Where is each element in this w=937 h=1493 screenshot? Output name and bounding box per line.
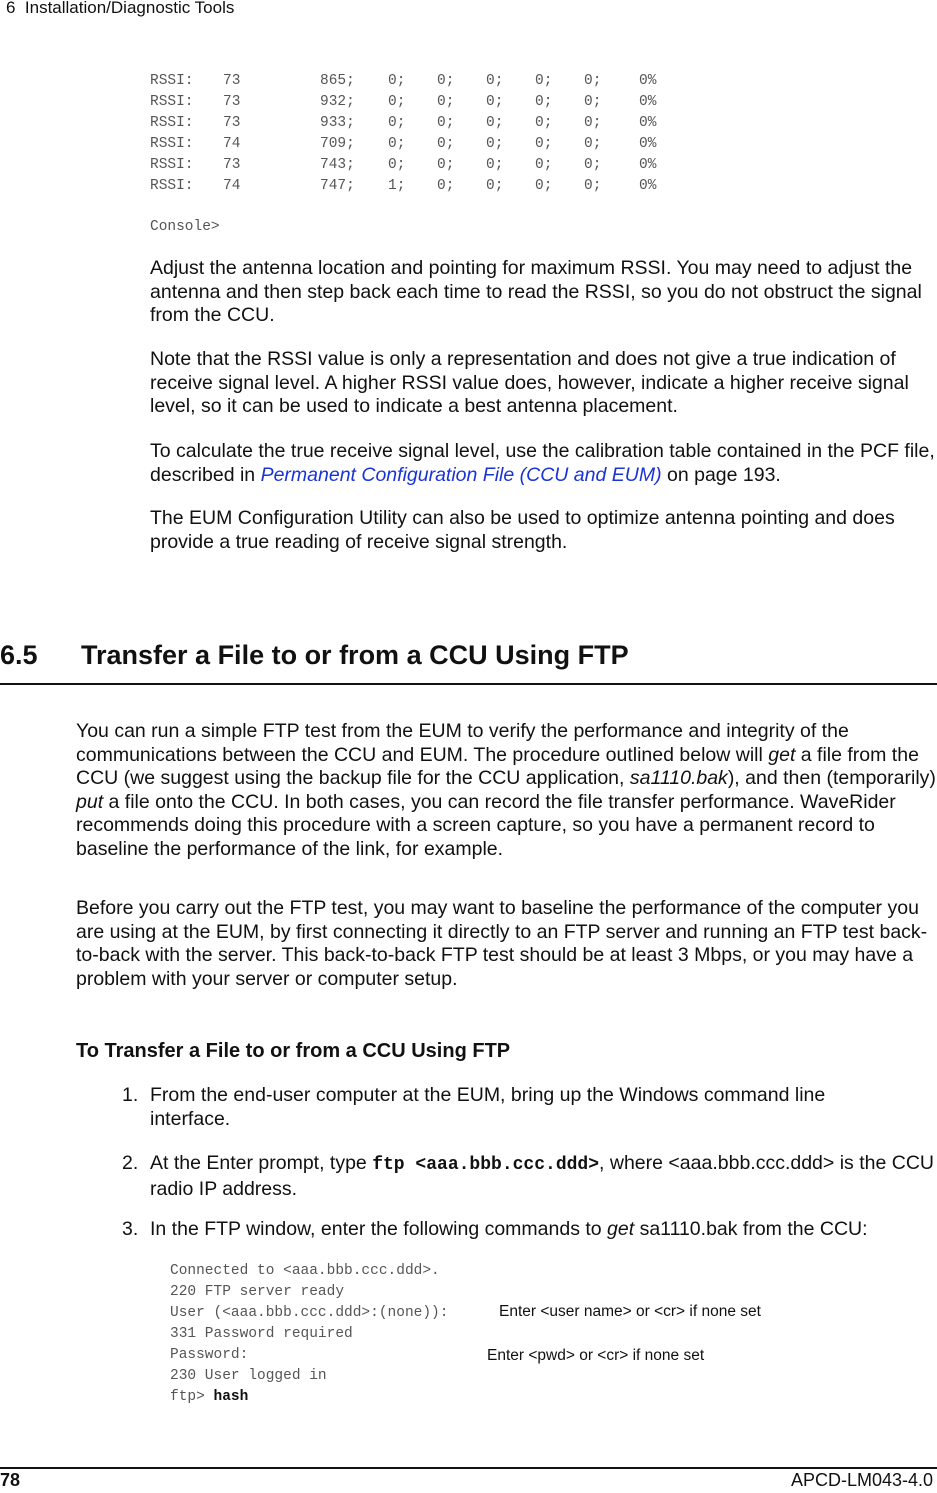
rssi-cell: 0; xyxy=(584,178,602,194)
rssi-cell: 74 xyxy=(223,136,241,152)
procedure-heading: To Transfer a File to or from a CCU Using FTP xyxy=(76,1040,511,1062)
rssi-cell: 0; xyxy=(584,94,602,110)
rssi-cell: 0; xyxy=(584,73,602,89)
step-3-before: In the FTP window, enter the following commands to xyxy=(150,1218,608,1240)
ftp-prompt: ftp> xyxy=(170,1389,214,1405)
rssi-cell: 865; xyxy=(320,73,355,89)
rssi-cell: 743; xyxy=(320,157,355,173)
ftp-line-connected: Connected to <aaa.bbb.ccc.ddd>. xyxy=(170,1263,440,1279)
intro-text-3: ), and then (temporarily) xyxy=(727,767,936,789)
ftp-line-logged-in: 230 User logged in xyxy=(170,1368,327,1384)
rssi-cell: RSSI: xyxy=(150,157,194,173)
rssi-cell: 0% xyxy=(639,157,657,173)
rssi-cell: 0; xyxy=(437,136,455,152)
rssi-cell: 0; xyxy=(535,115,553,131)
ftp-line-prompt xyxy=(170,1389,248,1405)
rssi-cell: 0; xyxy=(535,73,553,89)
rssi-cell: 747; xyxy=(320,178,355,194)
rssi-cell: 0; xyxy=(535,94,553,110)
step-2-before: At the Enter prompt, type xyxy=(150,1152,373,1174)
rssi-cell: RSSI: xyxy=(150,178,194,194)
section-number: 6.5 xyxy=(0,640,38,670)
intro-text-4: a file onto the CCU. In both cases, you can record the file transfer performance. WaveRider recommends doing this procedure with a screen capture, so you have a permanent record to baseline the performance of the link, for example. xyxy=(76,790,896,860)
rssi-cell: 0; xyxy=(584,115,602,131)
rssi-cell: 0% xyxy=(639,178,657,194)
rssi-cell: 0; xyxy=(388,115,406,131)
step-2-number: 2. xyxy=(122,1152,139,1174)
ftp-password-note: Enter <pwd> or <cr> if none set xyxy=(487,1347,705,1364)
step-2-text xyxy=(150,1152,937,1201)
rssi-cell: 73 xyxy=(223,94,241,110)
step-3-after: sa1110.bak from the CCU: xyxy=(634,1218,868,1240)
rssi-cell: 0; xyxy=(535,136,553,152)
rssi-cell: 0; xyxy=(584,136,602,152)
ftp-line-server-ready: 220 FTP server ready xyxy=(170,1284,345,1300)
rssi-cell: RSSI: xyxy=(150,73,194,89)
intro-filename: sa1110.bak xyxy=(629,767,728,789)
rssi-cell: 0% xyxy=(639,73,657,89)
rssi-cell: 0; xyxy=(584,157,602,173)
ftp-line-password-required: 331 Password required xyxy=(170,1326,353,1342)
rssi-cell: 0; xyxy=(486,178,504,194)
rssi-cell: 0; xyxy=(535,178,553,194)
rssi-cell: 0; xyxy=(486,157,504,173)
step-3-text xyxy=(150,1218,937,1242)
rssi-cell: 1; xyxy=(388,178,406,194)
step-2-after: , where <aaa.bbb.ccc.ddd> is the CCU radio IP address. xyxy=(150,1152,934,1200)
pcf-link[interactable]: Permanent Configuration File (CCU and EUM) xyxy=(260,463,662,486)
paragraph-adjust-antenna: Adjust the antenna location and pointing for maximum RSSI. You may need to adjust the antenna and then step back each time to read the RSSI, so you do not obstruct the signal from the CCU. xyxy=(150,257,922,326)
ftp-line-user: User (<aaa.bbb.ccc.ddd>:(none)): xyxy=(170,1305,449,1321)
rssi-cell: 0; xyxy=(437,73,455,89)
intro-text-2: a file from the CCU (we suggest using the backup file for the CCU application, xyxy=(76,743,919,789)
rssi-cell: 0; xyxy=(486,136,504,152)
calibration-text: To calculate the true receive signal level, use the calibration table contained in the PCF file, described in xyxy=(150,440,935,486)
paragraph-ftp-intro xyxy=(76,720,937,861)
rssi-cell: 74 xyxy=(223,178,241,194)
rssi-cell: 73 xyxy=(223,115,241,131)
rssi-cell: 0% xyxy=(639,136,657,152)
rssi-cell: 73 xyxy=(223,157,241,173)
paragraph-eum-utility: The EUM Configuration Utility can also be used to optimize antenna pointing and does provide a true reading of receive signal strength. xyxy=(150,507,895,553)
rssi-cell: RSSI: xyxy=(150,94,194,110)
rssi-cell: 0; xyxy=(388,136,406,152)
paragraph-calibration xyxy=(150,440,937,487)
rssi-cell: 0; xyxy=(437,157,455,173)
rssi-cell: 0; xyxy=(437,115,455,131)
rssi-cell: 0; xyxy=(437,94,455,110)
step-1-number: 1. xyxy=(122,1084,139,1106)
section-heading xyxy=(0,640,629,733)
rssi-cell: 0% xyxy=(639,94,657,110)
section-title: Transfer a File to or from a CCU Using FTP xyxy=(81,640,629,670)
intro-text-1: You can run a simple FTP test from the EUM to verify the performance and integrity of the communications between the CCU and EUM. The procedure outlined below will xyxy=(76,720,849,766)
rssi-cell: 0; xyxy=(388,157,406,173)
rssi-cell: 933; xyxy=(320,115,355,131)
rssi-cell: 0; xyxy=(535,157,553,173)
document-id: APCD-LM043-4.0 xyxy=(790,1470,933,1490)
rssi-cell: 0; xyxy=(486,73,504,89)
rssi-cell: 73 xyxy=(223,73,241,89)
intro-get: get xyxy=(768,743,796,766)
paragraph-ftp-baseline: Before you carry out the FTP test, you may want to baseline the performance of the computer you are using at the EUM, by first connecting it directly to an FTP server and running an FTP test back-to-back with the server. This back-to-back FTP test should be at least 3 Mbps, or you may have a problem with your server or computer setup. xyxy=(76,897,928,990)
rssi-cell: 0% xyxy=(639,115,657,131)
calibration-text-end: on page 193. xyxy=(661,463,781,486)
ftp-line-password: Password: xyxy=(170,1347,249,1363)
rssi-cell: 0; xyxy=(388,94,406,110)
page-number: 78 xyxy=(0,1470,21,1490)
rssi-cell: 0; xyxy=(437,178,455,194)
ftp-user-note: Enter <user name> or <cr> if none set xyxy=(499,1303,761,1320)
rssi-cell: 0; xyxy=(388,73,406,89)
ftp-hash-command: hash xyxy=(213,1389,249,1405)
footer-rule xyxy=(0,1467,937,1469)
section-rule xyxy=(0,683,937,685)
rssi-cell: RSSI: xyxy=(150,136,194,152)
rssi-cell: 0; xyxy=(486,115,504,131)
rssi-cell: 709; xyxy=(320,136,355,152)
chapter-header: 6 Installation/Diagnostic Tools xyxy=(6,0,235,17)
intro-put: put xyxy=(76,790,104,813)
step-1-text: From the end-user computer at the EUM, bring up the Windows command line interface. xyxy=(150,1084,826,1130)
paragraph-rssi-note: Note that the RSSI value is only a representation and does not give a true indication of receive signal level. A higher RSSI value does, however, indicate a higher receive signal level, so it can be used to indicate a best antenna placement. xyxy=(150,348,909,417)
rssi-cell: RSSI: xyxy=(150,115,194,131)
step-3-number: 3. xyxy=(122,1218,139,1240)
ftp-command: ftp <aaa.bbb.ccc.ddd> xyxy=(372,1155,600,1175)
step-3-get: get xyxy=(607,1218,635,1240)
rssi-cell: 0; xyxy=(486,94,504,110)
rssi-cell: 932; xyxy=(320,94,355,110)
console-prompt: Console> xyxy=(150,219,220,235)
